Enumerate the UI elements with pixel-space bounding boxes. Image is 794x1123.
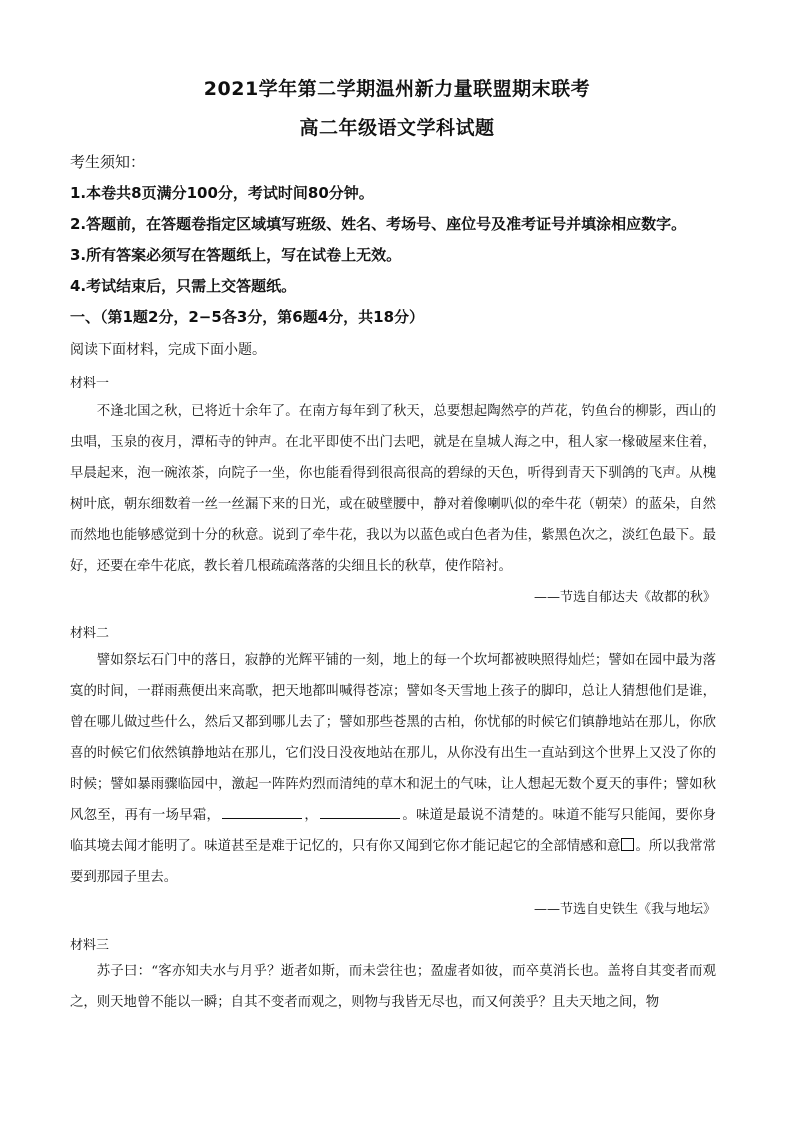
- notice-item-1: 1.本卷共8页满分100分，考试时间80分钟。: [70, 184, 374, 202]
- material-1-text: 不逢北国之秋，已将近十余年了。在南方每年到了秋天，总要想起陶然亭的芦花，钓鱼台的柳影，西山的虫唱，玉泉的夜月，潭柘寺的钟声。在北平即使不出门去吧，就是在皇城人海之中，租人家一椽破屋来住着，早晨起来，泡一碗浓茶，向院子一坐，你也能看得到很高很高的碧绿的天色，听得到青天下驯鸽的飞声。从槐树叶底，朝东细数着一丝一丝漏下来的日光，或在破壁腰中，静对着像喇叭似的牵牛花（朝荣）的蓝朵，自然而然地也能够感觉到十分的秋意。说到了牵牛花，我以为以蓝色或白色者为佳，紫黑色次之，淡红色最下。最好，还要在牵牛花底，教长着几根疏疏落落的尖细且长的秋草，使作陪衬。: [70, 404, 716, 574]
- notice-item-2: 2.答题前，在答题卷指定区域填写班级、姓名、考场号、座位号及准考证号并填涂相应数字。: [70, 215, 687, 233]
- material-3-text: 苏子曰：“客亦知夫水与月乎？逝者如斯，而未尝往也；盈虚者如彼，而卒莫消长也。盖将自其变者而观之，则天地曾不能以一瞬；自其不变者而观之，则物与我皆无尽也，而又何羡乎？且夫天地之间，物: [70, 964, 716, 1010]
- notice-item-3: 3.所有答案必须写在答题纸上，写在试卷上无效。: [70, 246, 402, 264]
- material-1-source: ——节选自郁达夫《故都的秋》: [533, 590, 716, 605]
- section-lead: 阅读下面材料，完成下面小题。: [70, 342, 266, 358]
- material-2-text-b: ，: [304, 808, 319, 823]
- material-2-text-c: 。味道是最说不清楚的。味道不能写只能闻，要你身临其境去闻才能明了。味道甚至是难于记忆的，只有你又闻到它你才能记起它的全部情感和意: [70, 808, 717, 854]
- missing-char-box: [621, 838, 634, 851]
- material-2-source: ——节选自史铁生《我与地坛》: [533, 902, 716, 917]
- fill-blank-1: [222, 806, 302, 819]
- exam-title: 2021学年第二学期温州新力量联盟期末联考: [203, 78, 591, 100]
- notice-item-4: 4.考试结束后，只需上交答题纸。: [70, 277, 297, 295]
- material-2-label: 材料二: [70, 626, 110, 641]
- notice-heading: 考生须知：: [70, 153, 146, 171]
- material-2-text-d: 。所以我常常要到那园子里去。: [70, 839, 717, 885]
- fill-blank-2: [320, 806, 400, 819]
- material-3-label: 材料三: [70, 938, 110, 953]
- material-2-text: [70, 645, 716, 893]
- material-1-label: 材料一: [70, 376, 110, 391]
- section-heading: 一、（第1题2分，2−5各3分，第6题4分，共18分）: [70, 308, 425, 326]
- material-2-text-a: 譬如祭坛石门中的落日，寂静的光辉平铺的一刻，地上的每一个坎坷都被映照得灿烂；譬如在园中最为落寞的时间，一群雨燕便出来高歌，把天地都叫喊得苍凉；譬如冬天雪地上孩子的脚印，总让人猜想他们是谁，曾在哪儿做过些什么，然后又都到哪儿去了；譬如那些苍黑的古柏，你忧郁的时候它们镇静地站在那儿，你欣喜的时候它们依然镇静地站在那儿，它们没日没夜地站在那儿，从你没有出生一直站到这个世界上又没了你的时候；譬如暴雨骤临园中，激起一阵阵灼烈而清纯的草木和泥土的气味，让人想起无数个夏天的事件；譬如秋风忽至，再有一场早霜，: [70, 653, 716, 823]
- exam-subtitle: 高二年级语文学科试题: [299, 117, 495, 139]
